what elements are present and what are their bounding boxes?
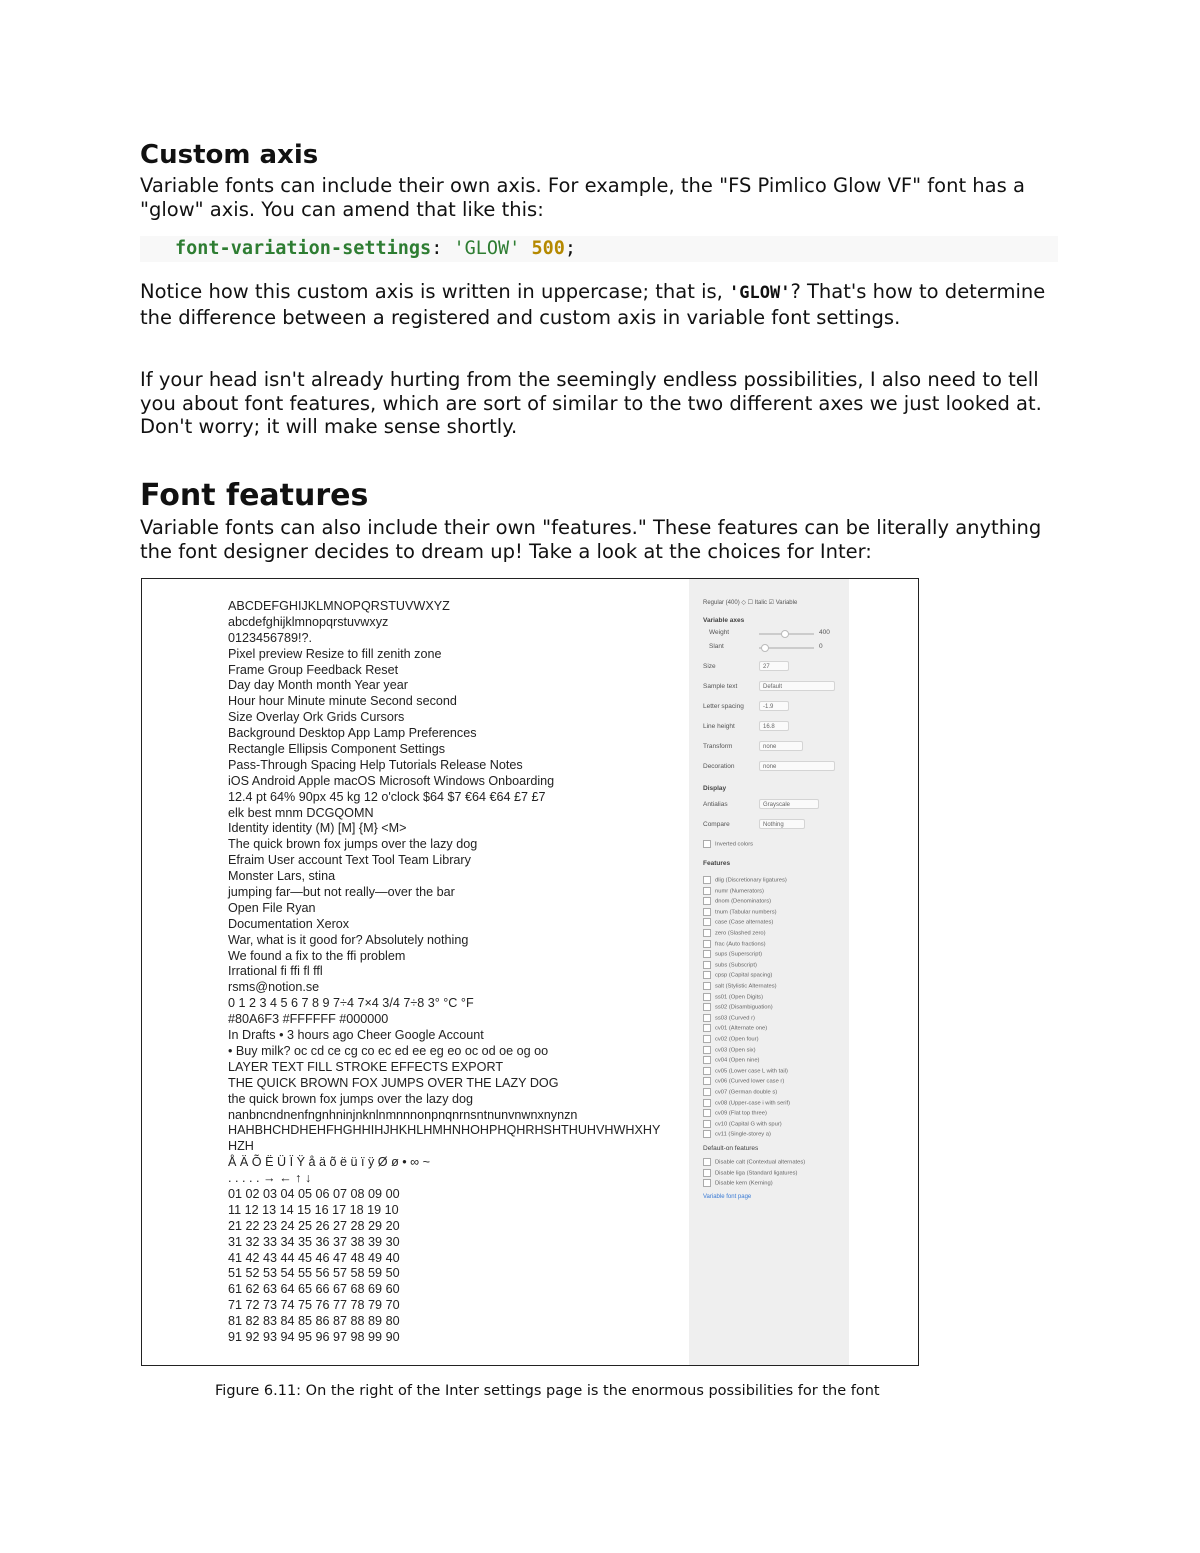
size-input[interactable]: 27	[759, 661, 789, 671]
checkbox-icon[interactable]	[703, 1120, 711, 1128]
feature-label: cpsp (Capital spacing)	[715, 972, 773, 979]
feature-checkbox[interactable]	[703, 918, 773, 926]
feature-label: subs (Subscript)	[715, 962, 757, 969]
sample-line: The quick brown fox jumps over the lazy dog	[228, 837, 478, 852]
code-number: 500	[531, 238, 565, 259]
sample-line: . . . . . → ← ↑ ↓	[228, 1171, 312, 1186]
feature-checkbox[interactable]	[703, 897, 771, 905]
weight-value: 400	[819, 629, 830, 636]
line-height-label: Line height	[703, 723, 735, 730]
note-before: Notice how this custom axis is written in uppercase; that is,	[140, 280, 730, 303]
feature-checkbox[interactable]	[703, 1099, 790, 1107]
code-line	[175, 237, 576, 261]
sample-line: Documentation Xerox	[228, 916, 350, 931]
default-feature-label: Disable liga (Standard ligatures)	[715, 1170, 798, 1177]
feature-checkbox[interactable]	[703, 940, 766, 948]
sample-line: the quick brown fox jumps over the lazy dog	[228, 1091, 474, 1106]
sample-line: 0123456789!?.	[228, 630, 313, 645]
transform-label: Transform	[703, 743, 733, 750]
feature-checkbox[interactable]	[703, 1014, 755, 1022]
feature-label: cv08 (Upper-case i with serif)	[715, 1100, 791, 1107]
slant-slider-knob[interactable]	[761, 644, 769, 652]
note-inline-code: 'GLOW'	[729, 283, 791, 303]
sample-line: 61 62 63 64 65 66 67 68 69 60	[228, 1282, 400, 1297]
sample-line: 91 92 93 94 95 96 97 98 99 90	[228, 1329, 400, 1344]
sample-line: 71 72 73 74 75 76 77 78 79 70	[228, 1298, 400, 1313]
sample-line: Open File Ryan	[228, 900, 316, 915]
heading-custom-axis: Custom axis	[140, 140, 319, 170]
feature-label: cv06 (Curved lower case r)	[715, 1078, 785, 1085]
feature-checkbox[interactable]	[703, 876, 787, 884]
sample-line: Monster Lars, stina	[228, 869, 336, 884]
feature-checkbox[interactable]	[703, 1067, 788, 1075]
settings-panel	[689, 579, 849, 1365]
compare-select[interactable]: Nothing	[759, 819, 805, 829]
inverted-colors-checkbox[interactable]	[703, 840, 753, 848]
feature-label: sups (Superscript)	[715, 951, 763, 958]
sample-line: HAHBHCHDHEHFHGHHIHJHKHLHMHNHOHPHQHRHSHTHUHVHWHXHY	[228, 1123, 661, 1138]
size-label: Size	[703, 663, 716, 670]
inverted-colors-label: Inverted colors	[715, 841, 754, 848]
sample-text-label: Sample text	[703, 683, 738, 690]
feature-label: cv10 (Capital G with spur)	[715, 1121, 782, 1128]
feature-checkbox[interactable]	[703, 961, 757, 969]
feature-label: cv07 (German double s)	[715, 1089, 778, 1096]
weight-slider[interactable]	[759, 633, 814, 635]
checkbox-icon[interactable]	[703, 918, 711, 926]
custom-axis-followup: If your head isn't already hurting from the seemingly endless possibilities, I also need to tell you about font features, which are sort of similar to the two different axes we just looked at. Don't worry; it will make sense shortly.	[140, 368, 1042, 438]
feature-checkbox[interactable]	[703, 1088, 777, 1096]
feature-checkbox[interactable]	[703, 993, 763, 1001]
code-property: font-variation-settings	[175, 238, 432, 259]
checkbox-icon[interactable]	[703, 1099, 711, 1107]
feature-checkbox[interactable]	[703, 1003, 773, 1011]
feature-checkbox[interactable]	[703, 1109, 767, 1117]
checkbox-icon[interactable]	[703, 929, 711, 937]
letter-spacing-input[interactable]: -1.9	[759, 701, 789, 711]
checkbox-icon[interactable]	[703, 1169, 711, 1177]
checkbox-icon[interactable]	[703, 1024, 711, 1032]
slant-label: Slant	[709, 643, 724, 650]
feature-checkbox[interactable]	[703, 887, 764, 895]
default-feature-label: Disable kern (Kerning)	[715, 1180, 773, 1187]
feature-checkbox[interactable]	[703, 1077, 784, 1085]
default-feature-label: Disable calt (Contextual alternates)	[715, 1159, 806, 1166]
sample-line: We found a fix to the ffi problem	[228, 948, 406, 963]
sample-line: Pixel preview Resize to fill zenith zone	[228, 646, 442, 661]
compare-label: Compare	[703, 821, 730, 828]
transform-select[interactable]: none	[759, 741, 803, 751]
feature-checkbox[interactable]	[703, 929, 766, 937]
sample-text-column	[228, 599, 660, 1346]
checkbox-icon[interactable]	[703, 1056, 711, 1064]
feature-label: cv02 (Open four)	[715, 1036, 759, 1043]
feature-label: ss03 (Curved r)	[715, 1015, 755, 1022]
variable-font-page-link[interactable]: Variable font page	[703, 1194, 752, 1200]
feature-checkbox[interactable]	[703, 1035, 759, 1043]
feature-checkbox[interactable]	[703, 1130, 771, 1138]
figure-caption: Figure 6.11: On the right of the Inter settings page is the enormous possibilities for the font	[215, 1383, 880, 1399]
sample-line: 01 02 03 04 05 06 07 08 09 00	[228, 1186, 400, 1201]
sample-line: elk best mnm DCGQOMN	[228, 805, 374, 820]
checkbox-icon[interactable]	[703, 1014, 711, 1022]
sample-line: 51 52 53 54 55 56 57 58 59 50	[228, 1266, 400, 1281]
sample-line: 81 82 83 84 85 86 87 88 89 80	[228, 1314, 400, 1329]
line-height-input[interactable]: 16.8	[759, 721, 789, 731]
default-feature-checkbox[interactable]	[703, 1158, 805, 1166]
custom-axis-note	[140, 280, 1065, 329]
sample-line: 12.4 pt 64% 90px 45 kg 12 o'clock $64 $7 €64 €64 £7 £7	[228, 789, 546, 804]
feature-label: cv09 (Flat top three)	[715, 1110, 767, 1117]
weight-label: Weight	[709, 629, 730, 636]
sample-line: Day day Month month Year year	[228, 678, 408, 693]
feature-checkbox[interactable]	[703, 971, 772, 979]
checkbox-icon[interactable]	[703, 876, 711, 884]
checkbox-icon[interactable]	[703, 887, 711, 895]
code-string: 'GLOW'	[453, 238, 521, 259]
features-heading: Features	[703, 860, 731, 867]
sample-line: War, what is it good for? Absolutely nothing	[228, 932, 469, 947]
feature-checkbox[interactable]	[703, 1056, 759, 1064]
feature-label: zero (Slashed zero)	[715, 930, 766, 937]
sample-line: Efraim User account Text Tool Team Library	[228, 853, 471, 868]
checkbox-icon[interactable]	[703, 1003, 711, 1011]
default-feature-checkbox[interactable]	[703, 1169, 798, 1177]
checkbox-icon[interactable]	[703, 1046, 711, 1054]
feature-label: ss01 (Open Digits)	[715, 994, 764, 1001]
decoration-label: Decoration	[703, 763, 735, 770]
sample-line: 0 1 2 3 4 5 6 7 8 9 7÷4 7×4 3/4 7÷8 3° °C °F	[228, 996, 474, 1011]
default-feature-checkbox[interactable]	[703, 1179, 773, 1187]
sample-line: Hour hour Minute minute Second second	[228, 694, 457, 709]
sample-line: iOS Android Apple macOS Microsoft Windows Onboarding	[228, 773, 555, 788]
sample-line: Frame Group Feedback Reset	[228, 662, 399, 677]
feature-checkbox[interactable]	[703, 982, 777, 990]
sample-line: In Drafts • 3 hours ago Cheer Google Account	[228, 1028, 484, 1043]
feature-label: cv01 (Alternate one)	[715, 1025, 768, 1032]
sample-line: ABCDEFGHIJKLMNOPQRSTUVWXYZ	[228, 599, 450, 613]
checkbox-icon[interactable]	[703, 1158, 711, 1166]
checkbox-icon[interactable]	[703, 940, 711, 948]
antialias-label: Antialias	[703, 801, 728, 808]
sample-line: Pass-Through Spacing Help Tutorials Release Notes	[228, 757, 523, 772]
checkbox-icon[interactable]	[703, 971, 711, 979]
default-on-heading: Default-on features	[703, 1145, 759, 1152]
sample-line: abcdefghijklmnopqrstuvwxyz	[228, 614, 389, 629]
weight-style-row: Regular (400) ◇ ☐ Italic ☑ Variable	[703, 600, 798, 606]
sample-line: jumping far—but not really—over the bar	[228, 885, 455, 900]
slant-slider[interactable]	[759, 647, 814, 649]
feature-checkbox[interactable]	[703, 1024, 767, 1032]
feature-label: ss02 (Disambiguation)	[715, 1004, 773, 1011]
feature-checkbox[interactable]	[703, 1046, 756, 1054]
weight-slider-knob[interactable]	[781, 630, 789, 638]
sample-line: 21 22 23 24 25 26 27 28 29 20	[228, 1218, 400, 1233]
checkbox-icon[interactable]	[703, 1130, 711, 1138]
code-end: ;	[564, 238, 576, 259]
custom-axis-intro: Variable fonts can include their own axis. For example, the "FS Pimlico Glow VF" font has a "glow" axis. You can amend that like this:	[140, 174, 1025, 221]
sample-line: 31 32 33 34 35 36 37 38 39 30	[228, 1234, 400, 1249]
feature-checkbox[interactable]	[703, 908, 777, 916]
feature-label: frac (Auto fractions)	[715, 941, 766, 948]
checkbox-icon[interactable]	[703, 1067, 711, 1075]
sample-line: 41 42 43 44 45 46 47 48 49 40	[228, 1250, 400, 1265]
sample-line: Rectangle Ellipsis Component Settings	[228, 742, 446, 757]
sample-line: HZH	[228, 1139, 254, 1154]
letter-spacing-label: Letter spacing	[703, 703, 744, 710]
sample-line: #80A6F3 #FFFFFF #000000	[228, 1012, 389, 1027]
feature-label: tnum (Tabular numbers)	[715, 909, 777, 916]
checkbox-icon[interactable]	[703, 982, 711, 990]
feature-label: numr (Numerators)	[715, 888, 764, 895]
checkbox-icon[interactable]	[703, 1109, 711, 1117]
font-features-intro: Variable fonts can also include their own "features." These features can be literally anything the font designer decides to dream up! Take a look at the choices for Inter:	[140, 516, 1042, 563]
sample-line: Size Overlay Ork Grids Cursors	[228, 710, 405, 725]
heading-font-features: Font features	[140, 478, 369, 513]
checkbox-icon[interactable]	[703, 961, 711, 969]
checkbox-icon[interactable]	[703, 1179, 711, 1187]
feature-checkbox[interactable]	[703, 950, 762, 958]
feature-label: case (Case alternates)	[715, 919, 774, 926]
decoration-select[interactable]: none	[759, 761, 835, 771]
sample-line: Å Ä Õ Ë Ü Ï Ÿ å ä õ ë ü ï ÿ Ø ø • ∞ ~	[228, 1155, 431, 1170]
sample-line: rsms@notion.se	[228, 980, 320, 995]
sample-text-select[interactable]: Default	[759, 681, 835, 691]
variable-axes-heading: Variable axes	[703, 617, 745, 624]
checkbox-icon[interactable]	[703, 897, 711, 905]
feature-label: cv03 (Open six)	[715, 1047, 756, 1054]
checkbox-icon[interactable]	[703, 1088, 711, 1096]
checkbox-icon[interactable]	[703, 908, 711, 916]
checkbox-icon[interactable]	[703, 1035, 711, 1043]
sample-line: nanbncndnenfngnhninjnknlnmnnnonpnqnrnsntnunvnwnxnynzn	[228, 1107, 578, 1122]
checkbox-icon[interactable]	[703, 840, 711, 848]
feature-label: salt (Stylistic Alternates)	[715, 983, 777, 990]
checkbox-icon[interactable]	[703, 993, 711, 1001]
feature-checkbox[interactable]	[703, 1120, 782, 1128]
sample-line: THE QUICK BROWN FOX JUMPS OVER THE LAZY DOG	[228, 1075, 559, 1090]
figure-inter-settings	[141, 578, 919, 1366]
code-block	[140, 236, 1058, 262]
feature-label: cv05 (Lower case L with tail)	[715, 1068, 788, 1075]
feature-label: cv11 (Single-storey a)	[715, 1131, 771, 1138]
sample-line: Identity identity (M) [M] {M} <M>	[228, 821, 407, 836]
display-heading: Display	[703, 785, 727, 792]
antialias-select[interactable]: Grayscale	[759, 799, 819, 809]
checkbox-icon[interactable]	[703, 1077, 711, 1085]
feature-label: dlig (Discretionary ligatures)	[715, 877, 787, 884]
sample-line: 11 12 13 14 15 16 17 18 19 10	[228, 1202, 399, 1217]
feature-label: dnom (Denominators)	[715, 898, 772, 905]
sample-line: Background Desktop App Lamp Preferences	[228, 726, 477, 741]
slant-value: 0	[819, 643, 823, 650]
note-after: ? That's how to determine the difference between a registered and custom axis in variable font settings.	[140, 280, 1046, 329]
checkbox-icon[interactable]	[703, 950, 711, 958]
code-colon: :	[431, 238, 443, 259]
sample-line: • Buy milk? oc cd ce cg co ec ed ee eg eo oc od oe og oo	[228, 1043, 549, 1058]
sample-line: LAYER TEXT FILL STROKE EFFECTS EXPORT	[228, 1059, 504, 1074]
sample-line: Irrational fi ffi fl ffl	[228, 964, 323, 979]
feature-label: cv04 (Open nine)	[715, 1057, 760, 1064]
